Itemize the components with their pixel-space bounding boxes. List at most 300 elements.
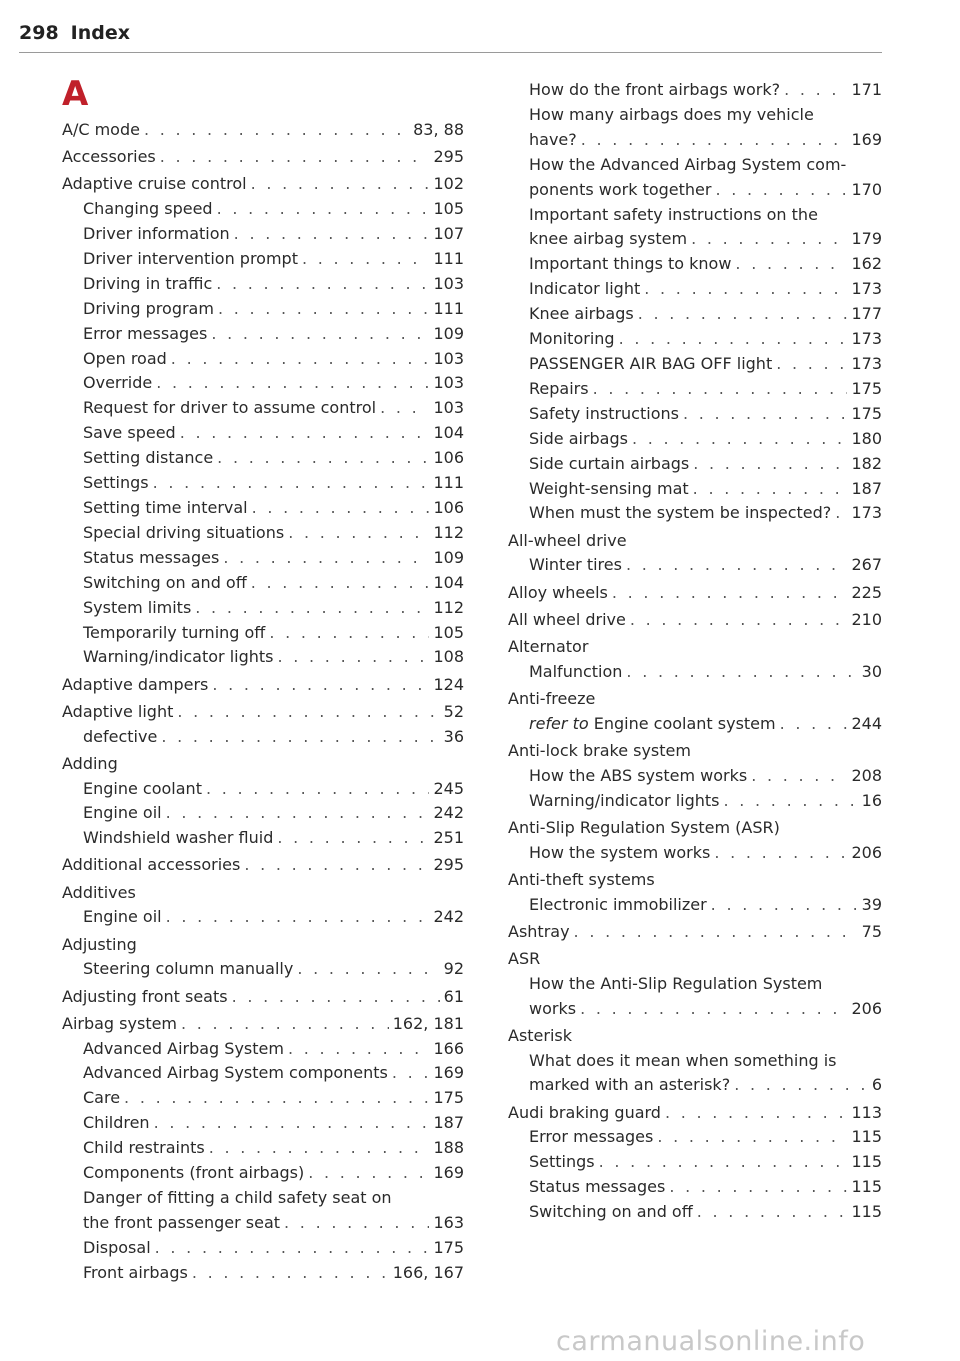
entry-text: Driving program: [83, 298, 214, 318]
entry-page: 206: [851, 998, 882, 1018]
entry-term: [529, 352, 772, 377]
index-entry: [62, 881, 464, 906]
index-entry: [508, 581, 882, 606]
index-entry: [62, 905, 464, 930]
entry-term: [62, 118, 140, 143]
entry-text: How the Anti-Slip Regulation System: [529, 973, 823, 993]
entry-page: 180: [851, 428, 882, 448]
dot-leader: [581, 128, 848, 153]
index-entry: [62, 1061, 464, 1086]
index-entry: [508, 1073, 882, 1098]
entry-text: Open road: [83, 348, 167, 368]
entry-page: 179: [851, 229, 882, 249]
entry-text: Driving in traffic: [83, 273, 213, 293]
entry-page: 106: [433, 448, 464, 468]
entry-term: [529, 103, 814, 128]
entry-text: Switching on and off: [83, 572, 247, 592]
entry-page: 39: [861, 894, 882, 914]
index-entry: [62, 1161, 464, 1186]
index-entry: [62, 118, 464, 143]
entry-page: 175: [433, 1088, 464, 1108]
entry-page: 173: [851, 503, 882, 523]
index-column-left: [62, 74, 464, 1286]
entry-text: Children: [83, 1113, 150, 1133]
entry-text: Engine coolant system: [593, 713, 776, 733]
dot-leader: [630, 608, 848, 633]
index-entry: [62, 1111, 464, 1136]
entry-text: Warning/indicator lights: [529, 790, 720, 810]
entry-text: Status messages: [529, 1177, 666, 1197]
dot-leader: [177, 700, 439, 725]
entry-text: Winter tires: [529, 555, 622, 575]
index-entry: [508, 635, 882, 660]
entry-term: [83, 322, 207, 347]
index-entry: [508, 660, 882, 685]
index-entry: [508, 327, 882, 352]
dot-leader: [269, 621, 429, 646]
entry-text: Airbag system: [62, 1013, 178, 1033]
dot-leader: [599, 1150, 848, 1175]
entry-text: Status messages: [83, 547, 220, 567]
index-entry: [508, 816, 882, 841]
entry-text: ponents work together: [529, 179, 712, 199]
index-entry: [62, 933, 464, 958]
dot-leader: [211, 322, 429, 347]
entry-text: Changing speed: [83, 199, 213, 219]
index-entry: [508, 452, 882, 477]
entry-text: Accessories: [62, 147, 156, 167]
dot-leader: [657, 1125, 847, 1150]
entry-page: 107: [433, 224, 464, 243]
entry-term: [529, 128, 577, 153]
entry-term: [529, 227, 687, 252]
dot-leader: [252, 496, 430, 521]
index-entry: [62, 197, 464, 222]
entry-page: 103: [433, 273, 464, 293]
entry-text: Setting time interval: [83, 497, 248, 517]
dot-leader: [195, 596, 429, 621]
entry-page: 187: [433, 1113, 464, 1133]
entry-page: 16: [861, 790, 882, 810]
entry-text: Alternator: [508, 636, 589, 656]
index-entry: [62, 546, 464, 571]
dot-leader: [217, 197, 430, 222]
index-column-right: [508, 78, 882, 1225]
entry-page: 105: [433, 199, 464, 219]
entry-page: 210: [851, 609, 882, 629]
entry-page: 169: [851, 129, 882, 149]
entry-page: 169: [433, 1063, 464, 1083]
entry-term: [529, 1200, 693, 1225]
entry-text: Adding: [62, 753, 118, 773]
entry-term: [508, 635, 588, 660]
entry-page: 104: [433, 572, 464, 592]
entry-page: 103: [433, 398, 464, 418]
dot-leader: [735, 252, 847, 277]
index-entry: [62, 421, 464, 446]
entry-page: 175: [433, 1237, 464, 1257]
entry-term: [529, 1073, 730, 1098]
entry-term: [508, 529, 627, 554]
entry-text: Side curtain airbags: [529, 453, 690, 473]
dot-leader: [171, 347, 430, 372]
entry-term: [83, 1037, 284, 1062]
dot-leader: [302, 247, 429, 272]
entry-page: 111: [433, 248, 464, 268]
index-entry: [62, 1211, 464, 1236]
entry-term: [62, 700, 173, 725]
entry-term: [62, 985, 228, 1010]
dot-leader: [751, 764, 847, 789]
entry-page: 75: [861, 921, 882, 941]
dot-leader: [644, 277, 847, 302]
entry-text: Settings: [83, 473, 149, 493]
entry-term: [83, 1261, 188, 1286]
dot-leader: [212, 673, 429, 698]
index-entry: [508, 687, 882, 712]
index-entry: [508, 501, 882, 526]
index-entry: [508, 153, 882, 178]
entry-page: 103: [433, 348, 464, 368]
entry-page: 169: [433, 1163, 464, 1183]
entry-text: Switching on and off: [529, 1202, 693, 1222]
dot-leader: [180, 421, 430, 446]
index-entry: [508, 352, 882, 377]
entry-term: [529, 153, 846, 178]
entry-text: Driver information: [83, 224, 230, 243]
entry-text: Engine oil: [83, 907, 162, 927]
index-entry: [62, 777, 464, 802]
entry-text: Temporarily turning off: [83, 622, 266, 642]
index-entry: [62, 1261, 464, 1286]
entry-page: 111: [433, 298, 464, 318]
dot-leader: [308, 1161, 429, 1186]
entry-page: 6: [871, 1075, 882, 1095]
entry-text: Setting distance: [83, 448, 214, 468]
entry-text: Anti-freeze: [508, 688, 596, 708]
entry-text: Save speed: [83, 423, 176, 443]
index-entry: [508, 1150, 882, 1175]
entry-page: 83, 88: [413, 120, 464, 139]
index-entry: [62, 1136, 464, 1161]
entry-text: Engine oil: [83, 803, 162, 823]
entry-text: How the ABS system works: [529, 765, 748, 785]
dot-leader: [691, 227, 847, 252]
entry-term: [508, 739, 691, 764]
dot-leader: [288, 1037, 430, 1062]
index-entry: [508, 1175, 882, 1200]
entry-term: [529, 402, 679, 427]
index-entry: [508, 1125, 882, 1150]
entry-text: Windshield washer fluid: [83, 828, 274, 848]
entry-page: 105: [433, 622, 464, 642]
index-entry: [62, 700, 464, 725]
entry-term: [529, 1049, 836, 1074]
entry-term: [529, 477, 689, 502]
dot-leader: [835, 501, 847, 526]
dot-leader: [734, 1073, 868, 1098]
index-entry: [62, 571, 464, 596]
entry-term: [529, 893, 707, 918]
entry-term: [83, 596, 191, 621]
entry-text: Child restraints: [83, 1138, 205, 1158]
entry-term: [529, 501, 831, 526]
entry-text: Disposal: [83, 1237, 151, 1257]
index-entry: [62, 621, 464, 646]
entry-page: 173: [851, 279, 882, 299]
entry-term: [529, 377, 589, 402]
index-entry: [508, 972, 882, 997]
entry-page: 242: [433, 803, 464, 823]
entry-term: [83, 347, 167, 372]
index-entry: [508, 764, 882, 789]
index-entry: [508, 252, 882, 277]
entry-term: [83, 1136, 205, 1161]
entry-text: Special driving situations: [83, 522, 285, 542]
index-entry: [62, 1236, 464, 1261]
index-entry: [508, 1024, 882, 1049]
entry-text: Front airbags: [83, 1262, 188, 1282]
entry-page: 109: [433, 547, 464, 567]
entry-term: [529, 302, 634, 327]
index-entry: [508, 947, 882, 972]
index-list-left: [62, 118, 464, 1286]
entry-term: [529, 327, 615, 352]
dot-leader: [593, 377, 848, 402]
entry-term: [83, 272, 212, 297]
index-entry: [62, 322, 464, 347]
entry-text: Important things to know: [529, 254, 732, 274]
dot-leader: [715, 178, 847, 203]
entry-text: Advanced Airbag System: [83, 1038, 284, 1058]
index-entry: [508, 203, 882, 228]
index-entry: [62, 396, 464, 421]
entry-page: 244: [851, 713, 882, 733]
dot-leader: [234, 222, 430, 247]
entry-term: [83, 1161, 304, 1186]
index-entry: [508, 477, 882, 502]
dot-leader: [574, 920, 858, 945]
dot-leader: [711, 893, 858, 918]
entry-page: 173: [851, 329, 882, 349]
dot-leader: [776, 352, 847, 377]
entry-text: Additives: [62, 882, 136, 902]
entry-text: Adjusting front seats: [62, 986, 228, 1006]
entry-page: 175: [851, 403, 882, 423]
page-number: 298: [19, 22, 59, 44]
entry-page: 173: [851, 353, 882, 373]
entry-term: [529, 841, 710, 866]
entry-page: 115: [851, 1152, 882, 1172]
index-entry: [508, 529, 882, 554]
entry-page: 115: [851, 1202, 882, 1222]
index-entry: [508, 920, 882, 945]
entry-text: Adaptive dampers: [62, 674, 209, 694]
index-entry: [62, 471, 464, 496]
entry-text: All-wheel drive: [508, 530, 627, 550]
index-entry: [508, 1101, 882, 1126]
entry-term: [508, 868, 655, 893]
entry-text: the front passenger seat: [83, 1212, 281, 1232]
index-entry: [508, 227, 882, 252]
entry-term: [83, 496, 248, 521]
dot-leader: [232, 985, 440, 1010]
dot-leader: [297, 957, 439, 982]
dot-leader: [612, 581, 848, 606]
dot-leader: [284, 1211, 429, 1236]
dot-leader: [144, 118, 409, 143]
dot-leader: [155, 1236, 430, 1261]
index-entry: [508, 1200, 882, 1225]
entry-term: [83, 621, 265, 646]
entry-term: [62, 752, 118, 777]
entry-text: Driver intervention prompt: [83, 248, 298, 268]
entry-page: 206: [851, 842, 882, 862]
entry-text: How the system works: [529, 842, 711, 862]
entry-page: 166: [433, 1038, 464, 1058]
entry-term: [83, 222, 230, 247]
entry-text: Adaptive light: [62, 701, 174, 721]
entry-text: Components (front airbags): [83, 1163, 305, 1183]
entry-term: [529, 1175, 665, 1200]
entry-term: [529, 78, 780, 103]
entry-text: Additional accessories: [62, 855, 241, 875]
index-entry: [508, 377, 882, 402]
entry-term: [529, 712, 776, 737]
entry-term: [83, 371, 152, 396]
entry-term: [83, 905, 162, 930]
dot-leader: [683, 402, 847, 427]
entry-text: Malfunction: [529, 661, 623, 681]
dot-leader: [124, 1086, 429, 1111]
dot-leader: [166, 801, 430, 826]
entry-text: Audi braking guard: [508, 1102, 661, 1122]
entry-page: 225: [851, 582, 882, 602]
index-entry: [62, 521, 464, 546]
entry-text: Danger of fitting a child safety seat on: [83, 1187, 392, 1207]
entry-page: 295: [433, 147, 464, 167]
dot-leader: [380, 396, 429, 421]
dot-leader: [192, 1261, 389, 1286]
dot-leader: [665, 1101, 847, 1126]
entry-page: 103: [433, 373, 464, 393]
dot-leader: [714, 841, 847, 866]
entry-text: Care: [83, 1088, 121, 1108]
entry-term: [62, 881, 136, 906]
index-entry: [508, 128, 882, 153]
entry-term: [529, 427, 628, 452]
entry-text: Side airbags: [529, 428, 628, 448]
entry-text: How the Advanced Airbag System com-: [529, 154, 847, 174]
entry-text: marked with an asterisk?: [529, 1075, 731, 1095]
index-list-right: [508, 78, 882, 1225]
dot-leader: [626, 660, 857, 685]
index-entry: [62, 1012, 464, 1037]
entry-term: [83, 1211, 280, 1236]
dot-leader: [619, 327, 848, 352]
index-entry: [508, 841, 882, 866]
entry-term: [83, 247, 298, 272]
dot-leader: [156, 371, 429, 396]
index-entry: [508, 712, 882, 737]
index-entry: [508, 789, 882, 814]
entry-page: 106: [433, 497, 464, 517]
entry-term: [83, 957, 293, 982]
index-entry: [508, 739, 882, 764]
dot-leader: [669, 1175, 847, 1200]
entry-term: [83, 297, 214, 322]
entry-term: [529, 178, 711, 203]
entry-page: 115: [851, 1177, 882, 1197]
dot-leader: [209, 1136, 430, 1161]
dot-leader: [206, 777, 429, 802]
dot-leader: [392, 1061, 430, 1086]
entry-page: 170: [851, 179, 882, 199]
index-entry: [62, 1186, 464, 1211]
index-entry: [508, 893, 882, 918]
dot-leader: [693, 452, 847, 477]
entry-term: [83, 396, 376, 421]
index-entry: [62, 853, 464, 878]
index-entry: [62, 145, 464, 170]
entry-term: [508, 947, 540, 972]
entry-page: 162, 181: [392, 1013, 464, 1033]
entry-term: [529, 972, 822, 997]
entry-page: 177: [851, 304, 882, 324]
entry-text: Indicator light: [529, 279, 641, 299]
entry-text: ASR: [508, 948, 541, 968]
entry-term: [83, 1236, 151, 1261]
entry-page: 171: [851, 80, 882, 99]
entry-term: [83, 571, 247, 596]
entry-page: 163: [433, 1212, 464, 1232]
entry-term: [508, 1101, 661, 1126]
entry-page: 112: [433, 522, 464, 542]
index-entry: [62, 725, 464, 750]
entry-text: Knee airbags: [529, 304, 634, 324]
entry-page: 245: [433, 778, 464, 798]
entry-page: 102: [433, 174, 464, 194]
dot-leader: [697, 1200, 848, 1225]
entry-text: Anti-Slip Regulation System (ASR): [508, 817, 780, 837]
entry-page: 182: [851, 453, 882, 473]
entry-text: Electronic immobilizer: [529, 894, 707, 914]
entry-page: 115: [851, 1127, 882, 1147]
dot-leader: [153, 471, 430, 496]
dot-leader: [277, 645, 429, 670]
entry-page: 267: [851, 555, 882, 575]
index-entry: [62, 752, 464, 777]
entry-text: defective: [83, 726, 158, 746]
entry-text: Error messages: [83, 323, 208, 343]
entry-term: [83, 546, 219, 571]
entry-text: System limits: [83, 597, 192, 617]
entry-term: [529, 789, 719, 814]
entry-text: Asterisk: [508, 1025, 573, 1045]
entry-term: [529, 997, 576, 1022]
index-entry: [508, 302, 882, 327]
entry-term: [529, 452, 689, 477]
entry-page: 187: [851, 478, 882, 498]
index-entry: [62, 272, 464, 297]
index-entry: [508, 402, 882, 427]
dot-leader: [638, 302, 848, 327]
entry-term: [529, 252, 731, 277]
entry-page: 104: [433, 423, 464, 443]
entry-prefix: refer to: [529, 713, 589, 733]
entry-term: [508, 816, 780, 841]
entry-term: [508, 920, 570, 945]
